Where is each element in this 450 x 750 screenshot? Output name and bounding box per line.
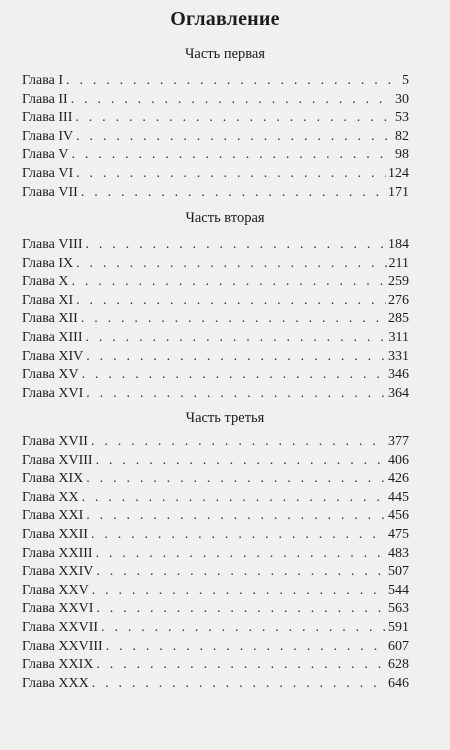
dot-leader <box>82 489 386 508</box>
dot-leader <box>91 526 386 545</box>
page-number: 456 <box>388 508 409 524</box>
page-number: 184 <box>388 237 409 252</box>
toc-entry <box>22 292 409 311</box>
dot-leader <box>96 545 386 564</box>
dot-leader <box>106 638 386 657</box>
toc-entry <box>22 366 409 385</box>
dot-leader <box>86 385 386 404</box>
toc-entry <box>22 600 409 619</box>
dot-leader <box>81 310 386 329</box>
part-heading-1: Часть первая <box>184 46 266 62</box>
toc-entry <box>22 255 409 274</box>
toc-entry <box>22 563 409 582</box>
page-number: 646 <box>388 675 409 691</box>
toc-entry <box>22 526 409 545</box>
toc-entry <box>22 452 409 471</box>
dot-leader <box>86 507 386 526</box>
dot-leader <box>92 675 386 694</box>
toc-entry <box>22 165 409 184</box>
dot-leader <box>85 329 386 348</box>
page-number: 607 <box>388 638 409 654</box>
dot-leader <box>96 656 386 675</box>
toc-entry <box>22 582 409 601</box>
toc-entry <box>22 109 409 128</box>
chapter-label: Глава XXIV <box>22 564 94 580</box>
page-number: 285 <box>388 311 409 327</box>
chapter-label: Глава XV <box>22 367 79 383</box>
chapter-label: Глава XII <box>22 311 78 327</box>
dot-leader <box>96 452 386 471</box>
page-number: 346 <box>388 367 409 383</box>
chapter-label: Глава X <box>22 274 69 290</box>
chapter-label: Глава XXV <box>22 582 89 598</box>
toc-entry <box>22 348 409 367</box>
chapter-label: Глава XVII <box>22 434 88 449</box>
page-number: 563 <box>388 601 409 617</box>
toc-entry <box>22 433 409 452</box>
chapter-label: Глава XIII <box>22 329 83 345</box>
dot-leader <box>85 236 386 255</box>
page-number: 5 <box>402 73 409 88</box>
dot-leader <box>75 109 393 128</box>
chapter-label: Глава XXVI <box>22 601 94 617</box>
page-number: 475 <box>388 526 409 542</box>
dot-leader <box>66 72 400 91</box>
chapter-label: Глава III <box>22 110 73 126</box>
toc-entry <box>22 638 409 657</box>
page-number: 98 <box>395 147 409 163</box>
chapter-label: Глава I <box>22 73 64 88</box>
dot-leader <box>101 619 386 638</box>
chapter-label: Глава IX <box>22 255 74 271</box>
chapter-label: Глава XVI <box>22 385 84 401</box>
toc-entry <box>22 273 409 292</box>
chapter-label: Глава VIII <box>22 237 83 252</box>
chapter-label: Глава XVIII <box>22 452 93 468</box>
dot-leader <box>71 91 393 110</box>
toc-entry <box>22 656 409 675</box>
page-number: 171 <box>388 184 409 200</box>
toc-entry <box>22 385 409 404</box>
chapter-label: Глава XX <box>22 489 79 505</box>
page-number: 211 <box>388 255 409 271</box>
part-heading-2: Часть вторая <box>185 210 265 226</box>
dot-leader <box>76 292 386 311</box>
page-number: 364 <box>388 385 409 401</box>
page-number: 311 <box>388 329 409 345</box>
dot-leader <box>81 184 386 203</box>
toc-entry <box>22 310 409 329</box>
page-number: 591 <box>388 619 409 635</box>
toc-entry <box>22 72 409 91</box>
toc-entry <box>22 146 409 165</box>
dot-leader <box>76 165 386 184</box>
chapter-list-part-3 <box>22 433 409 693</box>
toc-entry <box>22 619 409 638</box>
dot-leader <box>91 433 386 452</box>
toc-entry <box>22 329 409 348</box>
chapter-label: Глава VI <box>22 165 74 181</box>
dot-leader <box>96 563 386 582</box>
dot-leader <box>76 128 393 147</box>
page-number: 30 <box>395 91 409 107</box>
page-title: Оглавление <box>170 8 280 30</box>
dot-leader <box>76 255 386 274</box>
chapter-label: Глава XXI <box>22 508 84 524</box>
page-number: 259 <box>388 274 409 290</box>
chapter-label: Глава IV <box>22 128 74 144</box>
dot-leader <box>92 582 386 601</box>
dot-leader <box>86 348 386 367</box>
dot-leader <box>72 273 387 292</box>
page-number: 406 <box>388 452 409 468</box>
dot-leader <box>96 600 386 619</box>
page-number: 483 <box>388 545 409 561</box>
page-number: 124 <box>388 165 409 181</box>
chapter-label: Глава XXVII <box>22 619 99 635</box>
chapter-label: Глава XXIII <box>22 545 93 561</box>
chapter-label: Глава XXX <box>22 675 89 691</box>
toc-entry <box>22 184 409 203</box>
toc-entry <box>22 507 409 526</box>
page-number: 331 <box>388 348 409 364</box>
page-number: 507 <box>388 564 409 580</box>
page-number: 445 <box>388 489 409 505</box>
page-number: 276 <box>388 292 409 308</box>
toc-entry <box>22 675 409 694</box>
dot-leader <box>86 470 386 489</box>
dot-leader <box>82 366 386 385</box>
chapter-label: Глава XXIX <box>22 657 94 673</box>
toc-entry <box>22 128 409 147</box>
chapter-label: Глава II <box>22 91 68 107</box>
page-number: 628 <box>388 657 409 673</box>
chapter-label: Глава XI <box>22 292 74 308</box>
toc-entry <box>22 91 409 110</box>
chapter-list-part-1 <box>22 72 409 202</box>
chapter-label: Глава XIX <box>22 471 84 487</box>
toc-entry <box>22 489 409 508</box>
page-number: 426 <box>388 471 409 487</box>
chapter-label: Глава XIV <box>22 348 84 364</box>
page-number: 544 <box>388 582 409 598</box>
page-number: 53 <box>395 110 409 126</box>
chapter-label: Глава XXVIII <box>22 638 103 654</box>
toc-entry <box>22 470 409 489</box>
toc-entry <box>22 545 409 564</box>
page-number: 82 <box>395 128 409 144</box>
chapter-label: Глава VII <box>22 184 78 200</box>
chapter-label: Глава V <box>22 147 69 163</box>
part-heading-3: Часть третья <box>185 410 265 426</box>
dot-leader <box>72 146 394 165</box>
chapter-list-part-2 <box>22 236 409 403</box>
page-number: 377 <box>388 434 409 449</box>
chapter-label: Глава XXII <box>22 526 88 542</box>
toc-entry <box>22 236 409 255</box>
